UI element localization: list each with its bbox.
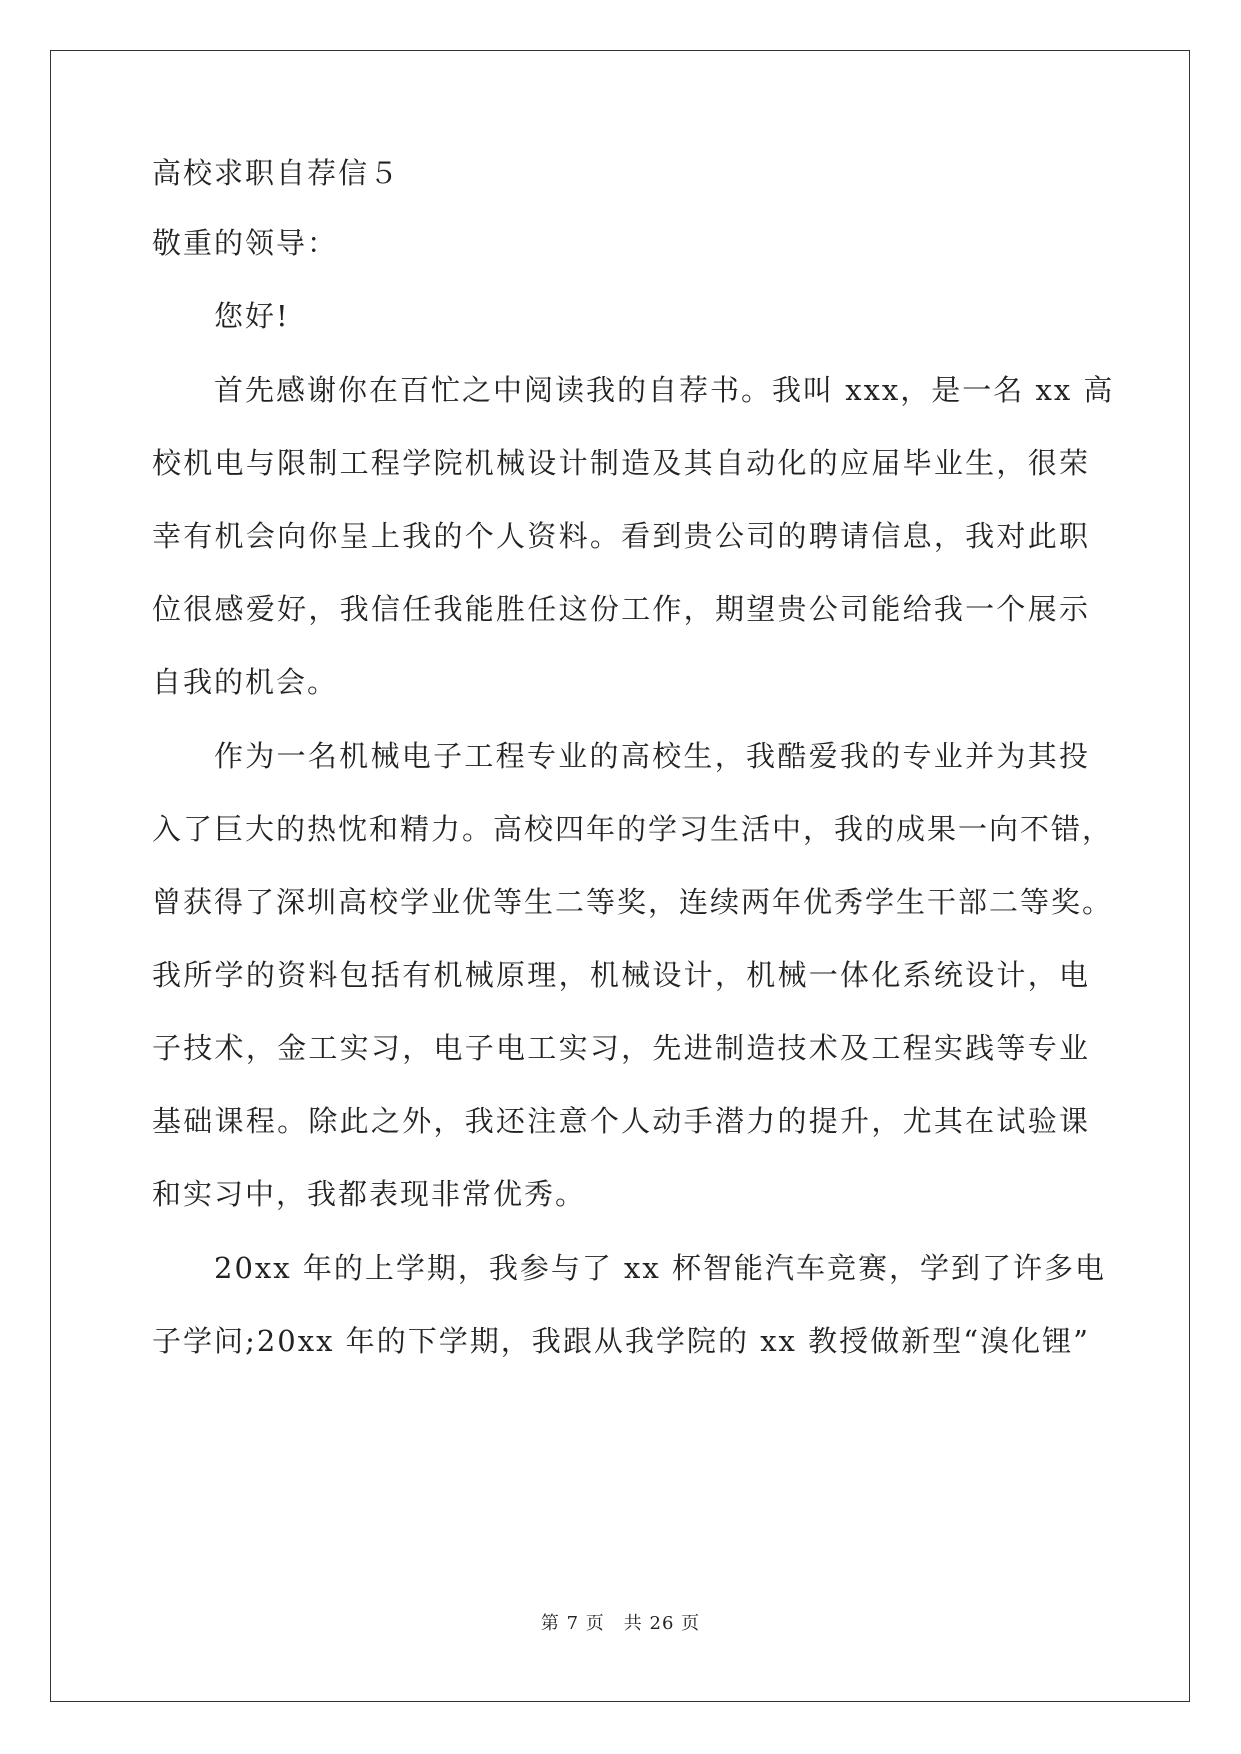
letter-title: 高校求职自荐信５: [152, 156, 401, 190]
paragraph-line: 子学问;20xx 年的下学期，我跟从我学院的 xx 教授做新型“溴化锂”: [152, 1324, 1090, 1358]
paragraph-line: 入了巨大的热忱和精力。高校四年的学习生活中，我的成果一向不错，: [152, 812, 1114, 846]
paragraph-line: 首先感谢你在百忙之中阅读我的自荐书。我叫 xxx，是一名 xx 高: [214, 373, 1115, 407]
paragraph-line: 基础课程。除此之外，我还注意个人动手潜力的提升，尤其在试验课: [152, 1104, 1090, 1138]
paragraph-line: 20xx 年的上学期，我参与了 xx 杯智能汽车竞赛，学到了许多电: [214, 1251, 1106, 1285]
paragraph-line: 子技术，金工实习，电子电工实习，先进制造技术及工程实践等专业: [152, 1031, 1090, 1065]
letter-salutation: 敬重的领导：: [152, 226, 339, 260]
paragraph-line: 校机电与限制工程学院机械设计制造及其自动化的应届毕业生，很荣: [152, 446, 1090, 480]
paragraph-line: 作为一名机械电子工程专业的高校生，我酷爱我的专业并为其投: [214, 739, 1090, 773]
paragraph-line: 幸有机会向你呈上我的个人资料。看到贵公司的聘请信息，我对此职: [152, 519, 1090, 553]
paragraph-line: 我所学的资料包括有机械原理，机械设计，机械一体化系统设计，电: [152, 958, 1090, 992]
paragraph-line: 曾获得了深圳高校学业优等生二等奖，连续两年优秀学生干部二等奖。: [152, 885, 1114, 919]
letter-greeting: 您好!: [214, 299, 290, 333]
paragraph-line: 自我的机会。: [152, 665, 339, 699]
paragraph-line: 和实习中，我都表现非常优秀。: [152, 1177, 587, 1211]
paragraph-line: 位很感爱好，我信任我能胜任这份工作，期望贵公司能给我一个展示: [152, 592, 1090, 626]
page-number: 第 7 页 共 26 页: [540, 1613, 701, 1634]
